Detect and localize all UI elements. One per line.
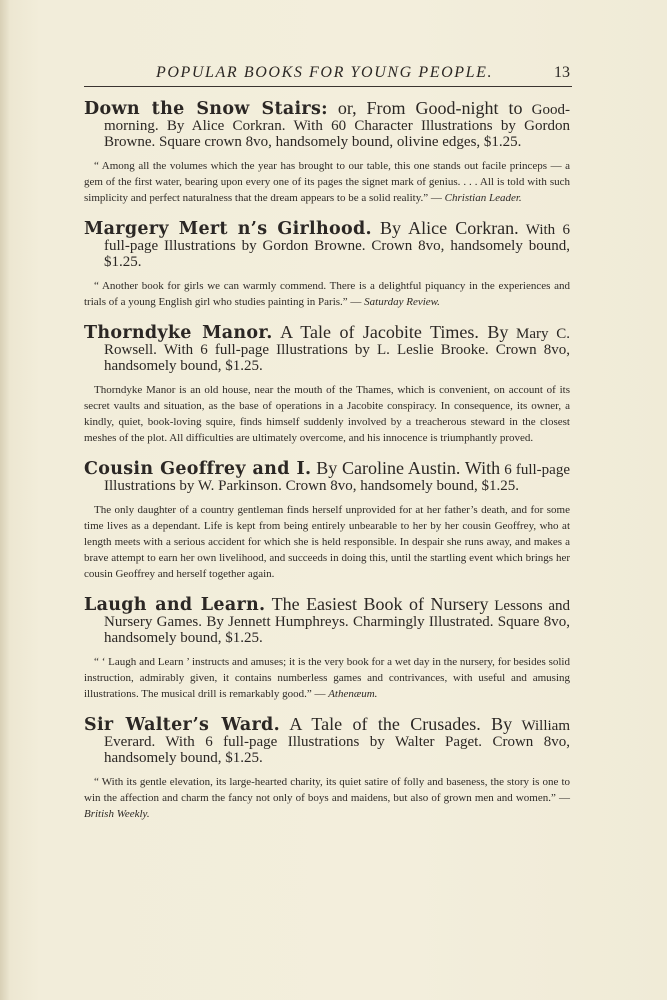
book-entry: [84, 596, 570, 702]
book-entry: [84, 460, 570, 582]
book-entry-heading: [84, 324, 570, 374]
book-entry-heading: [84, 596, 570, 646]
book-details: Lessons and Nursery Games. By Jennett Humphreys. Charmingly Illustrated. Square 8vo, handsomely bound, $1.25.: [104, 598, 570, 646]
book-review: [84, 278, 570, 310]
book-details: With 6 full-page Illustrations by Gordon Browne. Crown 8vo, handsomely bound, $1.25.: [104, 222, 571, 270]
review-text: “ ‘ Laugh and Learn ’ instructs and amuses; it is the very book for a wet day in the nursery, for besides solid instruction, admirably given, it contains numberless games and contrivances, with useful and amusing illustrations. The musical drill is remarkably good.” —: [84, 656, 570, 700]
book-entry-heading: [84, 100, 570, 150]
book-title: Down the Snow Stairs:: [84, 99, 328, 119]
review-text: “ With its gentle elevation, its large-hearted charity, its quiet satire of folly and baseness, the story is one to win the affection and charm the fancy not only of boys and maidens, but also of grown men and women.” —: [84, 776, 570, 804]
book-subtitle: or, From Good-night to: [327, 98, 523, 118]
book-review: [84, 654, 570, 702]
review-text: Thorndyke Manor is an old house, near the mouth of the Thames, which is convenient, on account of its secret vaults and situation, as the base of operations in a Jacobite conspiracy. In consequence, its owner, a kindly, quiet, book-loving squire, finds himself suddenly involved by a treacherous steward in the closest meshes of the plot. All difficulties are ultimately overcome, and his innocence is triumphantly proved.: [84, 384, 570, 444]
book-list: [84, 100, 570, 836]
book-entry: [84, 220, 570, 310]
book-entry: [84, 100, 570, 206]
running-head-title: POPULAR BOOKS FOR YOUNG PEOPLE.: [156, 64, 494, 81]
review-text: “ Another book for girls we can warmly commend. There is a delightful piquancy in the experiences and trials of a young English girl who studies painting in Paris.” —: [84, 280, 570, 308]
book-review: [84, 502, 570, 582]
book-subtitle: By Caroline Austin. With: [311, 458, 501, 478]
page-number: 13: [554, 64, 570, 81]
page-gutter-shadow: [0, 0, 10, 1000]
book-subtitle: By Alice Corkran.: [371, 218, 519, 238]
review-source: Saturday Review.: [364, 296, 440, 308]
book-title: Thorndyke Manor.: [84, 323, 273, 343]
book-details: 6 full-page Illustrations by W. Parkinson. Crown 8vo, handsomely bound, $1.25.: [104, 462, 570, 494]
book-title: Sir Walter’s Ward.: [84, 715, 280, 735]
book-title: Laugh and Learn.: [84, 595, 266, 615]
review-source: British Weekly.: [84, 808, 150, 820]
book-review: [84, 774, 570, 822]
book-entry: [84, 716, 570, 822]
book-title: Margery Mert n’s Girlhood.: [84, 219, 372, 239]
book-review: [84, 158, 570, 206]
review-text: The only daughter of a country gentleman finds herself unprovided for at her father’s death, and for some time lives as a dependant. Life is kept from being entirely unbearable to her by her cousin Geoffrey, who at length meets with a serious accident for which she is held responsible. In despair she runs away, and makes a brave attempt to earn her own livelihood, and succeeds in doing this, until the startling event which brings her cousin Geoffrey and herself together again.: [84, 504, 570, 580]
book-entry-heading: [84, 460, 570, 494]
book-entry-heading: [84, 716, 570, 766]
book-subtitle: The Easiest Book of Nursery: [265, 594, 489, 614]
book-review: [84, 382, 570, 446]
book-details: William Everard. With 6 full-page Illustrations by Walter Paget. Crown 8vo, handsomely bound, $1.25.: [104, 718, 570, 766]
review-source: Athenæum.: [328, 688, 378, 700]
review-text: “ Among all the volumes which the year has brought to our table, this one stands out facile princeps — a gem of the first water, bearing upon every one of its pages the signet mark of genius. . . . All is told with such simplicity and perfect naturalness that the dream appears to be a solid reality.” —: [84, 160, 570, 204]
book-details: Mary C. Rowsell. With 6 full-page Illustrations by L. Leslie Brooke. Crown 8vo, handsomely bound, $1.25.: [104, 326, 570, 374]
book-details: Good-morning. By Alice Corkran. With 60 Character Illustrations by Gordon Browne. Square crown 8vo, handsomely bound, olivine edges, $1.25.: [104, 102, 571, 150]
running-head: [84, 64, 572, 87]
book-subtitle: A Tale of the Crusades. By: [280, 714, 513, 734]
book-subtitle: A Tale of Jacobite Times. By: [272, 322, 509, 342]
book-entry: [84, 324, 570, 446]
book-entry-heading: [84, 220, 570, 270]
review-source: Christian Leader.: [444, 192, 522, 204]
book-title: Cousin Geoffrey and I.: [84, 459, 312, 479]
